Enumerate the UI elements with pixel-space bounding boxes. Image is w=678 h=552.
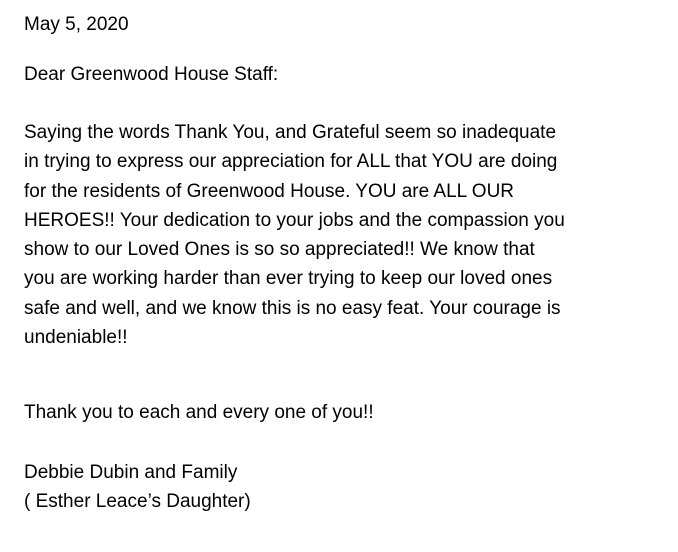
body-line: show to our Loved Ones is so so appreciated!! We know that xyxy=(24,239,535,261)
body-line: you are working harder than ever trying to keep our loved ones xyxy=(24,268,553,290)
body-line: undeniable!! xyxy=(24,327,128,349)
letter-signature xyxy=(24,458,251,517)
body-line: for the residents of Greenwood House. YOU are ALL OUR xyxy=(24,180,515,202)
body-line: HEROES!! Your dedication to your jobs and the compassion you xyxy=(24,209,565,231)
letter-greeting: Dear Greenwood House Staff: xyxy=(24,64,279,85)
body-line: in trying to express our appreciation for ALL that YOU are doing xyxy=(24,151,558,173)
body-line: safe and well, and we know this is no easy feat. Your courage is xyxy=(24,297,561,319)
signature-name: Debbie Dubin and Family xyxy=(24,462,238,483)
letter-thanks: Thank you to each and every one of you!! xyxy=(24,402,374,423)
body-line: Saying the words Thank You, and Grateful seem so inadequate xyxy=(24,122,557,143)
signature-relation: ( Esther Leace’s Daughter) xyxy=(24,491,251,513)
letter-body xyxy=(24,118,565,352)
letter-date: May 5, 2020 xyxy=(24,14,129,35)
